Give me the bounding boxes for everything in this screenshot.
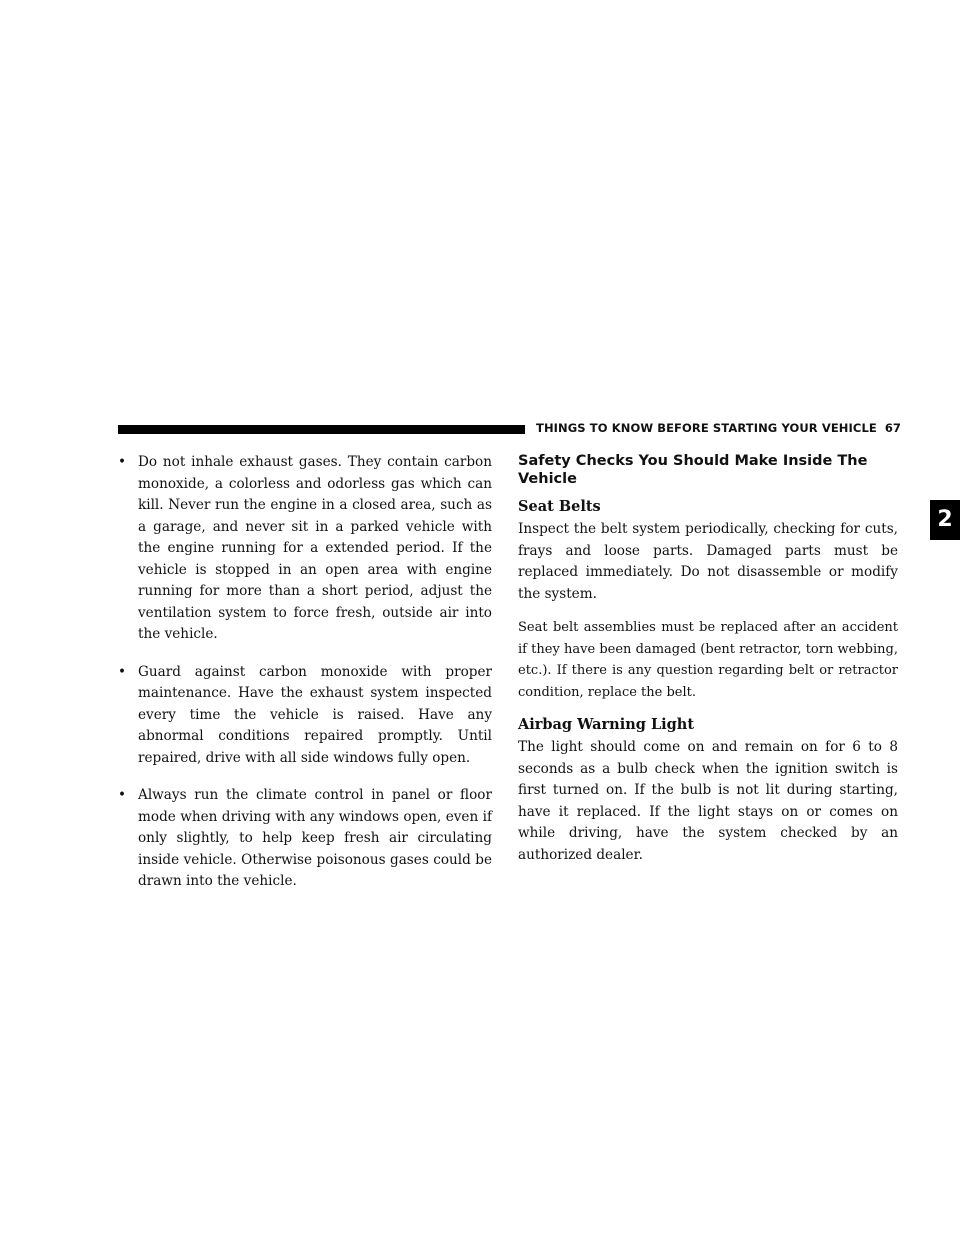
airbag-light-paragraph: The light should come on and remain on for 6 to 8 seconds as a bulb check when the ignition switch is first turned on. If the bulb is not lit during starting, have it replaced. If the light stays on or comes on while driving, have the system checked by an authorized dealer. [518,739,898,863]
bullet-text: Do not inhale exhaust gases. They contain carbon monoxide, a colorless and odorless gas which can kill. Never run the engine in a closed area, such as a garage, and never sit in a parked vehicle with the engine running for a extended period. If the vehicle is stopped in an open area with engine running for more than a short period, adjust the ventilation system to force fresh, outside air into the vehicle. [138,454,492,642]
bullet-text: Guard against carbon monoxide with proper maintenance. Have the exhaust system inspected every time the vehicle is raised. Have any abnormal conditions repaired promptly. Until repaired, drive with all side windows fully open. [138,663,492,766]
page-number: 67 [884,421,902,435]
bullet-icon: • [118,787,127,803]
header-rule [118,425,525,434]
bullet-item [118,785,492,893]
bullet-icon: • [118,663,127,680]
right-column [518,452,898,878]
left-column [118,452,492,909]
bullet-text: Always run the climate control in panel or floor mode when driving with any windows open, even if only slightly, to help keep fresh air circulating inside vehicle. Otherwise poisonous gases could be drawn into the vehicle. [138,787,492,889]
bullet-icon: • [118,454,127,470]
seat-belts-replacement-paragraph: Seat belt assemblies must be replaced after an accident if they have been damaged (bent retractor, torn webbing, etc.). If there is any question regarding belt or retractor condition, replace the belt. [518,620,898,700]
seat-belts-heading: Seat Belts [518,498,601,515]
running-header [536,421,901,435]
bullet-item [118,452,492,646]
seat-belts-paragraph: Inspect the belt system periodically, checking for cuts, frays and loose parts. Damaged parts must be replaced immediately. Do not disassemble or modify the system. [518,521,898,602]
chapter-tab: 2 [930,500,960,540]
airbag-light-heading: Airbag Warning Light [518,716,695,733]
bullet-item [118,662,492,770]
section-title: Safety Checks You Should Make Inside The Vehicle [518,453,868,487]
header-title: THINGS TO KNOW BEFORE STARTING YOUR VEHICLE [536,421,877,435]
